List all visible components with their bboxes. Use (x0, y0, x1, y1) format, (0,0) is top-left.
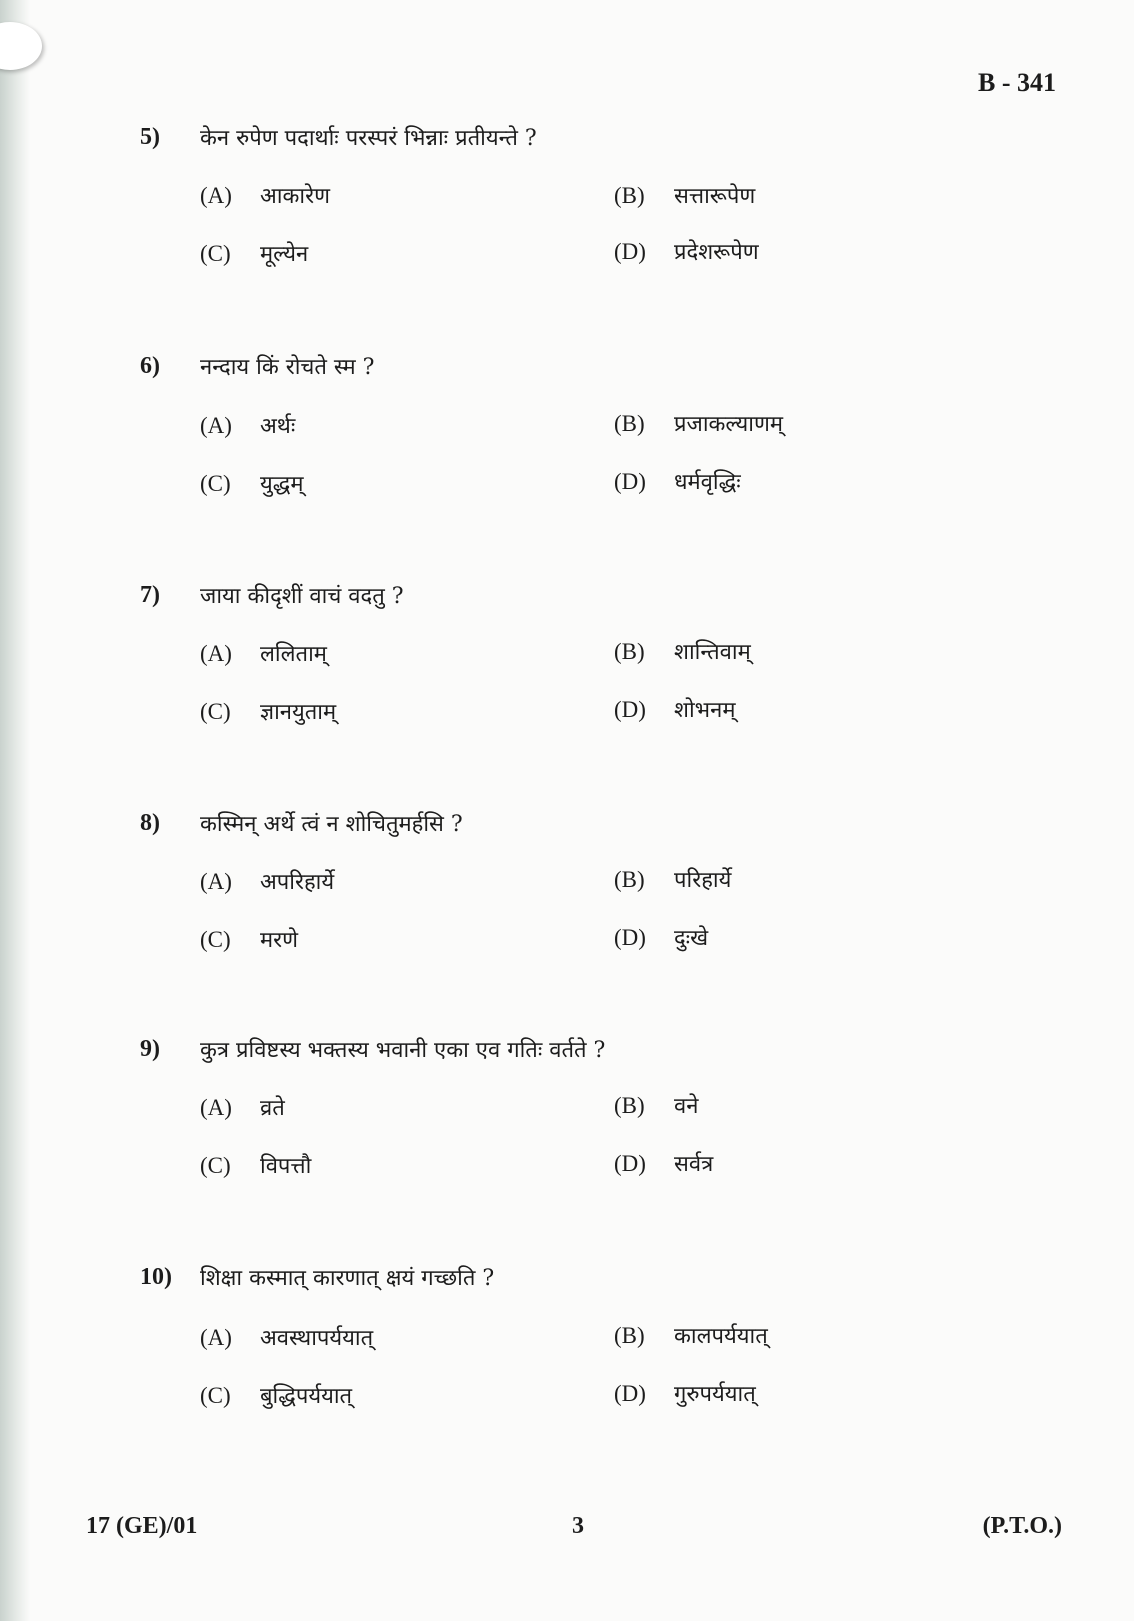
option-letter: (B) (614, 867, 645, 892)
option-letter: (D) (614, 1151, 646, 1176)
option-c (200, 1380, 352, 1410)
option-text: प्रजाकल्याणम् (674, 412, 784, 437)
option-letter: (B) (614, 1323, 645, 1348)
option-text: सत्तारूपेण (674, 184, 756, 209)
option-text: अपरिहार्ये (260, 870, 335, 895)
option-letter: (C) (200, 699, 231, 724)
option-letter: (C) (200, 927, 231, 952)
option-a (200, 1322, 373, 1352)
option-a (200, 638, 327, 668)
punch-hole (0, 22, 42, 70)
option-letter: (B) (614, 183, 645, 208)
page-edge-shadow (0, 0, 30, 1621)
question-number: 6) (140, 353, 160, 379)
option-b (614, 180, 755, 210)
option-letter: (A) (200, 869, 232, 894)
option-letter: (A) (200, 413, 232, 438)
option-text: शोभनम् (674, 698, 736, 723)
question-number: 10) (140, 1264, 172, 1290)
option-letter: (D) (614, 469, 646, 494)
option-letter: (A) (200, 1325, 232, 1350)
option-text: दुःखे (674, 926, 709, 951)
option-d (614, 1148, 713, 1178)
option-letter: (C) (200, 471, 231, 496)
pto-label: (P.T.O.) (982, 1513, 1062, 1539)
option-text: ललिताम् (260, 642, 327, 667)
question-number: 5) (140, 124, 160, 150)
option-b (614, 864, 731, 894)
option-text: अवस्थापर्ययात् (260, 1326, 374, 1351)
option-text: कालपर्ययात् (674, 1324, 768, 1349)
option-letter: (B) (614, 411, 645, 436)
question-text: जाया कीदृशीं वाचं वदतु ? (200, 584, 404, 609)
option-c (200, 1150, 311, 1180)
question-number: 7) (140, 582, 160, 608)
option-text: परिहार्ये (674, 868, 732, 893)
option-c (200, 696, 336, 726)
option-a (200, 180, 330, 210)
option-c (200, 924, 298, 954)
option-letter: (D) (614, 697, 646, 722)
option-letter: (D) (614, 239, 646, 264)
option-text: वने (674, 1094, 699, 1119)
option-d (614, 466, 741, 496)
option-letter: (A) (200, 183, 232, 208)
footer-code: 17 (GE)/01 (86, 1513, 198, 1539)
option-d (614, 236, 759, 266)
question-text: कस्मिन् अर्थे त्वं न शोचितुमर्हसि ? (200, 812, 463, 837)
option-text: व्रते (260, 1096, 285, 1121)
option-text: प्रदेशरूपेण (674, 240, 759, 265)
option-text: मरणे (260, 928, 299, 953)
option-a (200, 1092, 285, 1122)
option-b (614, 1320, 768, 1350)
option-text: सर्वत्र (674, 1152, 714, 1177)
option-a (200, 410, 295, 440)
question-text: नन्दाय किं रोचते स्म ? (200, 355, 375, 380)
question-text: शिक्षा कस्मात् कारणात् क्षयं गच्छति ? (200, 1266, 495, 1291)
option-d (614, 694, 736, 724)
option-d (614, 1378, 756, 1408)
paper-code: B - 341 (978, 68, 1056, 97)
option-text: मूल्येन (260, 242, 309, 267)
option-c (200, 468, 304, 498)
question-number: 9) (140, 1036, 160, 1062)
option-d (614, 922, 708, 952)
option-letter: (A) (200, 641, 232, 666)
option-b (614, 636, 751, 666)
option-text: बुद्धिपर्ययात् (260, 1384, 353, 1409)
question-text: कुत्र प्रविष्टस्य भक्तस्य भवानी एका एव गतिः वर्तते ? (200, 1038, 606, 1063)
option-text: ज्ञानयुताम् (260, 700, 337, 725)
option-a (200, 866, 334, 896)
option-text: धर्मवृद्धिः (674, 470, 741, 495)
option-letter: (C) (200, 1383, 231, 1408)
option-letter: (B) (614, 639, 645, 664)
option-letter: (D) (614, 1381, 646, 1406)
option-letter: (A) (200, 1095, 232, 1120)
option-letter: (B) (614, 1093, 645, 1118)
option-text: गुरुपर्ययात् (674, 1382, 756, 1407)
option-letter: (C) (200, 1153, 231, 1178)
page-number: 3 (572, 1513, 584, 1539)
option-b (614, 408, 783, 438)
option-text: शान्तिवाम् (674, 640, 751, 665)
option-text: आकारेण (260, 184, 330, 209)
option-c (200, 238, 308, 268)
option-text: युद्धम् (260, 472, 304, 497)
option-letter: (C) (200, 241, 231, 266)
option-text: विपत्तौ (260, 1154, 312, 1179)
option-b (614, 1090, 698, 1120)
option-letter: (D) (614, 925, 646, 950)
question-number: 8) (140, 810, 160, 836)
question-text: केन रुपेण पदार्थाः परस्परं भिन्नाः प्रतीयन्ते ? (200, 126, 537, 151)
option-text: अर्थः (260, 414, 296, 439)
